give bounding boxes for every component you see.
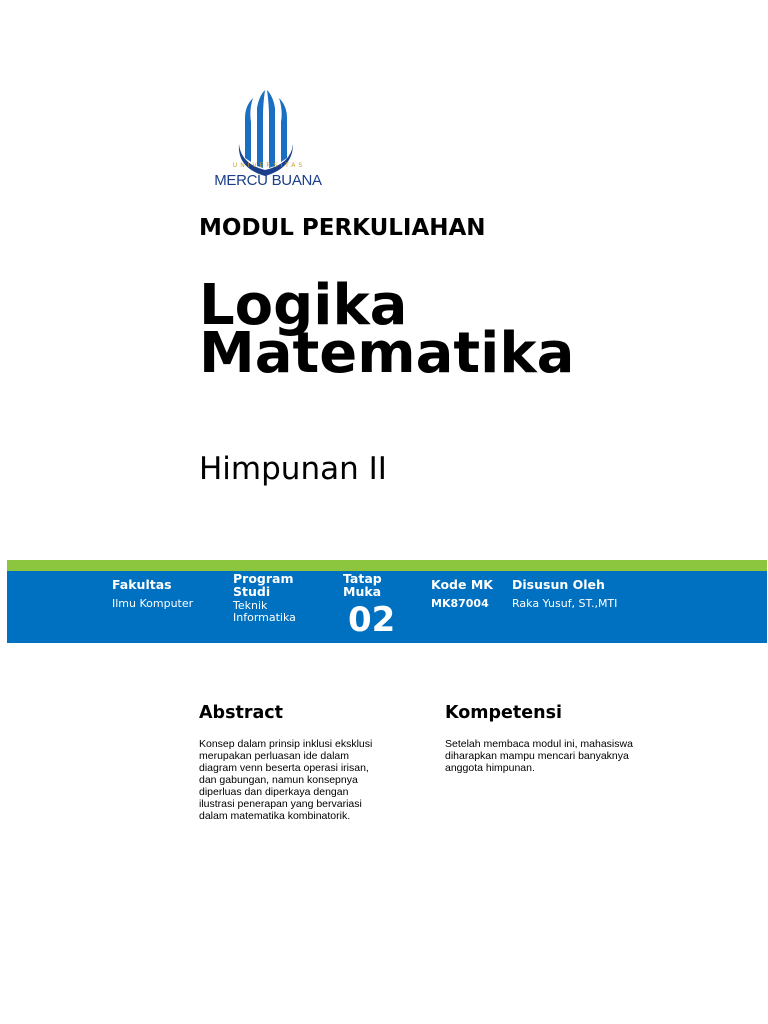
disusun-oleh-column <box>512 578 617 610</box>
abstract-line: dalam matematika kombinatorik. <box>199 810 351 822</box>
university-logo <box>199 88 334 194</box>
disusun-oleh-label: Disusun Oleh <box>512 577 605 592</box>
title-line-1: Logika <box>199 273 408 338</box>
abstract-line: merupakan perluasan ide dalam <box>199 750 350 762</box>
kompetensi-heading: Kompetensi <box>445 703 563 723</box>
disusun-oleh-value: Raka Yusuf, ST.,MTI <box>512 597 618 610</box>
kompetensi-line: anggota himpunan. <box>445 762 535 774</box>
kompetensi-line: Setelah membaca modul ini, mahasiswa <box>445 738 633 750</box>
tatap-muka-label-2: Muka <box>343 584 382 599</box>
abstract-text <box>199 738 372 822</box>
accent-bar <box>7 560 767 571</box>
program-studi-column <box>233 572 296 624</box>
kode-mk-label: Kode MK <box>431 577 493 592</box>
program-studi-value-1: Teknik <box>233 599 268 612</box>
abstract-line: diperluas dan diperkaya dengan <box>199 786 349 798</box>
fakultas-value: Ilmu Komputer <box>112 597 194 610</box>
abstract-line: diagram venn beserta operasi irisan, <box>199 762 369 774</box>
logo-small-text: UNIVERSITAS <box>232 162 306 169</box>
abstract-line: ilustrasi penerapan yang bervariasi <box>199 798 362 810</box>
fakultas-label: Fakultas <box>112 577 172 592</box>
fakultas-column <box>112 578 193 610</box>
kompetensi-line: diharapkan mampu mencari banyaknya <box>445 750 629 762</box>
kompetensi-text <box>445 738 633 774</box>
tatap-muka-label-1: Tatap <box>343 571 382 586</box>
logo-main-text: MERCU BUANA <box>214 172 322 189</box>
abstract-line: Konsep dalam prinsip inklusi eksklusi <box>199 738 373 750</box>
tatap-muka-column <box>343 572 395 640</box>
tatap-muka-value: 02 <box>348 600 396 640</box>
kode-mk-value: MK87004 <box>431 597 489 610</box>
program-studi-value-2: Informatika <box>233 611 296 624</box>
program-studi-label-2: Studi <box>233 584 271 599</box>
abstract-heading: Abstract <box>199 703 284 723</box>
title-line-2: Matematika <box>199 321 575 386</box>
page-title <box>199 273 575 386</box>
program-studi-label-1: Program <box>233 571 294 586</box>
module-label: MODUL PERKULIAHAN <box>199 215 486 241</box>
info-bar <box>7 571 767 643</box>
kode-mk-column <box>431 578 493 610</box>
page-subtitle: Himpunan II <box>199 451 387 487</box>
abstract-line: dan gabungan, namun konsepnya <box>199 774 358 786</box>
